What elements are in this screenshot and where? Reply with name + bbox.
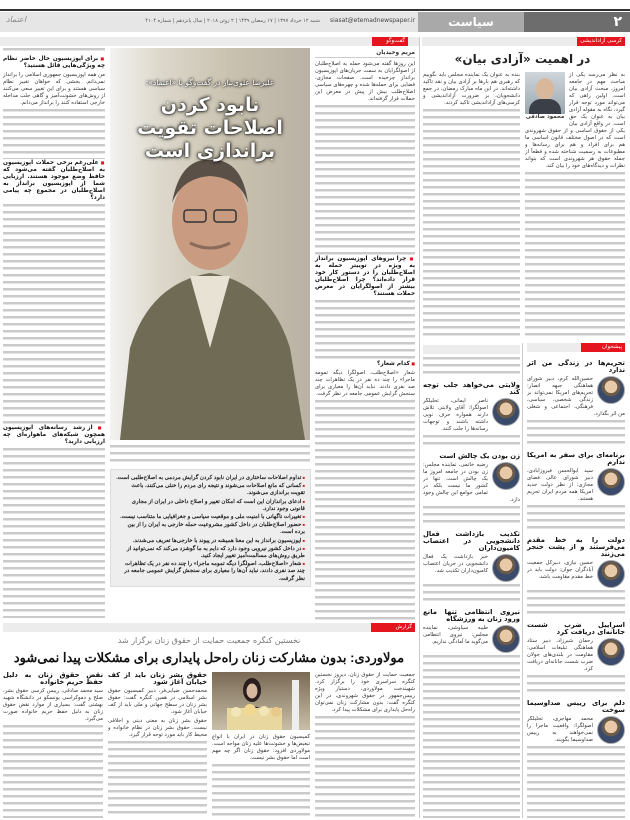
text-lines <box>423 506 520 527</box>
highlight-item: ■ اپوزیسیون برانداز به این معنا همیشه در پیوند با خارجی‌ها تعریف می‌شدند. <box>116 537 305 545</box>
page-number: ۲ <box>524 12 630 32</box>
report-kicker: نخستین کنگره جمعیت حمایت از حقوق زنان برگزار شد <box>117 636 301 645</box>
report-paragraph: سید محمد صادقی، رییس کرسی حقوق بشر، صلح و دموکراسی یونسکو در دانشگاه شهید بهشتی گفت: بسیاری از موارد نقض حقوق زنان به دلیل حفظ حریم خانواده صورت می‌گیرد. <box>3 688 103 722</box>
report-paragraph: جمعیت حمایت از حقوق زنان، دیروز نخستین کنگره سراسری خود را برگزار کرد. شهیندخت مولاوردی، دستیار ویژه رییس‌جمهور در حقوق شهروندی، در این کنگره گفت: بدون مشارکت زنان نمی‌توان راه‌حل پایداری برای مشکلات پیدا کرد. <box>315 672 415 713</box>
opinion-body-col-2 <box>423 72 520 340</box>
person-avatar <box>597 560 625 588</box>
text-lines <box>3 109 105 159</box>
text-lines <box>3 725 103 818</box>
report-column-1 <box>315 672 415 818</box>
text-lines <box>525 172 625 340</box>
pishkhan-title: نیروی انتظامی تنها مانع ورود زنان به ورزشگاه <box>423 608 520 623</box>
interview-column-1 <box>315 50 415 620</box>
section-divider-bar <box>423 345 520 354</box>
interview-question: ■ علی‌رغم برخی حملات اپوزیسیون به اصلاح‌طلبان گفته می‌شود که حافظ وضع موجود هستند. ارزیابی شما از اپوزیسیون برانداز به اصلاح‌طلبان در مجموع چه پیامی دارد؟ <box>3 159 105 202</box>
person-avatar <box>597 638 625 666</box>
pishkhan-body: حسین‌الله کرم، دبیر شورای هماهنگی جبهه انصار: تحریم‌های امریکا نمی‌تواند بر زندگی شخصی، سیاسی، فرهنگی، اجتماعی و شغلی من اثر بگذارد. <box>527 376 625 417</box>
column-divider <box>522 343 523 818</box>
text-lines <box>527 505 625 533</box>
report-paragraph: کمیسیون حقوق زنان در ایران با انواع تبعیض‌ها و خشونت‌ها علیه زنان مواجه است. مولاوردی افزود: حقوق زنان اگر چه مهم است اما حقوق بشر نیست. <box>212 734 310 761</box>
report-column-3 <box>108 672 207 818</box>
report-subheading: نقض حقوق زنان به دلیل حفظ حریم خانواده <box>3 671 103 686</box>
text-lines <box>315 716 415 818</box>
interview-question: ■ برای اپوزیسیون حال حاضر نظام چه ویژگی‌هایی قائل هستید؟ <box>3 55 105 70</box>
highlight-item: ■ تداوم اصلاحات ساختاری در ایران نابود کردن گرایش مردمی به اصلاح‌طلبی است. <box>116 474 305 482</box>
section-email[interactable]: siasat@etemadnewspaper.ir <box>330 17 416 24</box>
interview-answer: من همه اپوزیسیون جمهوری اسلامی را برانداز نمی‌دانم. بخشی که خواهان تغییر نظام سیاسی هستند و برای این تغییر سعی می‌کنند از روش‌های خشونت‌آمیز و گاهی جلب مداخله خارجی استفاده کنند را برانداز می‌دانم. <box>3 72 105 106</box>
report-column-2 <box>212 734 310 818</box>
author-name: محمود صادقی <box>525 114 565 120</box>
highlight-item: ■ شعار «اصلاح‌طلب، اصولگرا دیگه تمومه ماجرا» را چند ده نفر در یک تظاهرات چند صد نفری دادند، نباید آن‌ها را معیاری برای سنجش گرایش عمومی جامعه در نظر گرفت. <box>116 560 305 583</box>
interview-question: ■ کدام شعار؟ <box>315 360 415 368</box>
interview-author: مریم وحیدیان <box>315 50 415 58</box>
news-briefs-column <box>423 357 520 818</box>
highlight-item: ■ ادعای براندازان این است که امکان تغییر و اصلاح داخلی در ایران از مجاری قانونی وجود ندارد. <box>116 498 305 513</box>
text-lines <box>315 105 415 255</box>
highlight-item: ■ تغییرات ناگهانی با امنیت ملی و موقعیت سیاسی و جغرافیایی ما متناسب نیست. <box>116 513 305 521</box>
text-lines <box>212 764 310 818</box>
person-avatar <box>597 716 625 744</box>
interview-question: ■ چرا نیروهای اپوزیسیون برانداز به ویژه در توییتر حمله به اصلاح‌طلبان را در دستور کار خود قرار داده‌اند؟ چرا اصلاح‌طلبان بیشتر از اصولگرایان در معرض حملات هستند؟ <box>315 255 415 298</box>
opinion-paragraph-2: بنده به عنوان یک نماینده مجلس باید بگوییم که رهبری هم بارها بر آزادی بیان و نقد تاکید داشته‌اند. در این ماه مبارک رمضان، در جمع دانشجویان، بر ضرورت آزاداندیشی و کرسی‌های آزاداندیشی تاکید کردند. <box>423 72 520 106</box>
text-lines <box>527 746 625 818</box>
text-lines <box>423 655 520 818</box>
report-column-4 <box>3 672 103 818</box>
text-lines <box>3 48 105 55</box>
interview-intro: این روزها گفته می‌شود حمله به اصلاح‌طلبان از اصولگرایان به سمت جریان‌های اپوزیسیون برانداز چرخیده است. صفحات مجازی، فضایی برای حمله‌ها شده و چهره‌های سیاسی اصلاح‌طلب بیش از پیش در معرض این حملات قرار گرفته‌اند. <box>315 61 415 102</box>
opinion-label: کرسی آزاداندیشی <box>577 37 625 46</box>
person-avatar <box>597 376 625 404</box>
text-lines <box>110 445 310 466</box>
person-avatar <box>492 554 520 582</box>
brief-body: ناصر ایمانی، تحلیلگر اصولگرا: آقای ولایتی تلاش دارند همواره حرف نویی داشته باشند و توجهات رسانه‌ها را جلب کنند. <box>423 398 488 432</box>
interview-kicker: علیرضا علوی‌تبار در گفت‌وگو با «اعتماد»: <box>145 78 275 87</box>
brief-title: زن بودن یک چالش است <box>439 452 520 460</box>
person-avatar <box>492 398 520 426</box>
opinion-title: در اهمیت «آزادی بیان» <box>454 52 591 66</box>
text-lines <box>423 584 520 605</box>
pishkhan-title: دولت را به خط مقدم می‌فرستند و از پشت خنجر می‌زنند <box>527 536 625 558</box>
report-subheading: حقوق بشر زنان باید از کف خیابان آغاز شود <box>108 671 207 686</box>
brief-body: رضیه خاتمی، نماینده مجلس: زن بودن در جامعه امروز ما یک چالش است. تنها در کشور ما نیست بلکه در تمامی جوامع این چالش وجود دارد. <box>423 462 520 503</box>
author-photo <box>525 72 565 114</box>
pishkhan-title: دلم برای رییس صداوسیما سوخت <box>527 699 625 714</box>
pishkhan-body: طیبه سیاوشی، نماینده مجلس: نیروی انتظامی می‌گوید ما آمادگی نداریم. <box>423 625 488 645</box>
pishkhan-body: سید ابوالحسن فیروزآبادی، دبیر شورای عالی فضای مجازی: از نظر دولت جدید امریکا همه مردم ایران تحریم هستند. <box>527 468 593 502</box>
report-paragraph: حقوق بشر زنان به معنی دینی و اخلاقی نیست. حقوق بشر زنان در نظام خانواده و محیط کار باید مورد توجه قرار گیرد. <box>108 718 207 738</box>
person-avatar <box>492 462 520 490</box>
interview-section-bar <box>0 37 420 46</box>
text-lines <box>315 300 415 360</box>
issue-date: شنبه ۱۲ خرداد ۱۳۹۷ | ۱۷ رمضان ۱۴۳۹ | ۲ ژوئن ۲۰۱۸ | سال پانزدهم | شماره ۴۱۰۴ <box>145 18 320 24</box>
interview-headline: نابود کردن اصلاحات تقویت براندازی است <box>137 94 283 162</box>
brief-title: تکذیب بازداشت فعال دانشجویی در اعتصاب کامیون‌داران <box>423 530 520 552</box>
pishkhan-body: محمد مهاجری، تحلیلگر اصولگرا: واقعیت ماجرا را نمی‌خواهند به رییس صداوسیما بگویند. <box>527 716 593 743</box>
text-lines <box>315 400 415 620</box>
text-lines <box>423 435 520 449</box>
interview-column-left <box>3 48 105 618</box>
text-lines <box>527 675 625 696</box>
text-lines <box>423 109 520 340</box>
person-avatar <box>492 625 520 653</box>
section-title: سیاست <box>418 12 524 32</box>
pishkhan-title: برنامه‌ای برای سفر به امریکا ندارم <box>527 451 625 466</box>
report-photo <box>212 672 310 730</box>
newspaper-logo: اعتماد <box>6 15 27 24</box>
highlight-item: ■ در داخل کشور نیرویی وجود دارد که دایم به ما گوشزد می‌کند که نمی‌توانید از طریق روش‌های مسالمت‌آمیز تغییر ایجاد کنید. <box>116 545 305 560</box>
interview-question: ■ از رشد رسانه‌های اپوزیسیون همچون شبکه‌های ماهواره‌ای چه ارزیابی دارید؟ <box>3 424 105 446</box>
interview-label: گفت‌وگو <box>372 37 408 46</box>
report-paragraph: محمدحسن ضیایی‌فر، دبیر کمیسیون حقوق بشر اسلامی در همین کنگره گفت: حقوق بشر زنان در سطح جهانی و ملی باید از کف خیابان آغاز شود. <box>108 688 207 715</box>
highlight-item: ■ کسانی که مانع اصلاحات می‌شوند و نتیجه رای مردم را خنثی می‌کنند، باعث تقویت براندازی می‌شوند. <box>116 482 305 497</box>
brief-title: ولایتی می‌خواهد جلب توجه کند <box>423 381 520 396</box>
text-lines <box>108 741 207 818</box>
highlights-box <box>110 469 311 587</box>
interview-photo <box>110 48 310 440</box>
report-headline: مولاوردی: بدون مشارکت زنان راه‌حل پایداری برای مشکلات پیدا نمی‌شود <box>13 650 405 665</box>
brief-body: خبر بازداشت یک فعال دانشجویی در جریان اعتصاب کامیون‌داران تکذیب شد. <box>423 554 488 574</box>
pishkhan-title: تحریم‌ها در زندگی من اثر ندارد <box>527 359 625 374</box>
pishkhan-label: پیشخوان <box>581 343 625 352</box>
opinion-paragraph: به نظر می‌رسد یکی از مباحث مهم در جامعه امروز، مبحث آزادی بیان است. اولین راهی که می‌تواند مورد توجه قرار گیرد، نگاه به مقوله آزادی بیان به عنوان یک حق است. در واقع آزادی بیان یکی از حقوق اساسی و از حقوق شهروندی است که در اصول مختلف قانون اساسی ما هم برای افراد و هم برای رسانه‌ها و مطبوعات به رسمیت شناخته شده و قطعاً از جمله حقوق هر شهروندی است که بتواند نظرات و دیدگاه‌های خود را بیان کند. <box>525 72 625 169</box>
text-lines <box>3 204 105 424</box>
speaker-at-podium-illustration <box>212 672 310 730</box>
report-section-bar <box>3 623 415 632</box>
interview-lower-text <box>110 445 310 466</box>
report-label: گزارش <box>371 623 415 632</box>
person-avatar <box>597 468 625 496</box>
pishkhan-column <box>527 356 625 818</box>
top-rule <box>0 9 630 11</box>
text-lines <box>3 448 105 618</box>
pishkhan-body: رحمان شیرزاد، دبیر ستاد هماهنگی تبلیغات اسلامی: مقاومت در بلندی‌های جولان ضرب شست جانانه‌ای دریافت کرد. <box>527 638 593 672</box>
opinion-body-col-1 <box>525 72 625 340</box>
interview-answer: شعار «اصلاح‌طلب، اصولگرا دیگه تمومه ماجرا» را چند ده نفر در یک تظاهرات چند صد نفری دادند. نباید آن‌ها را معیاری برای سنجش گرایش عمومی جامعه در نظر گرفت. <box>315 370 415 397</box>
column-divider <box>419 37 420 818</box>
text-lines <box>527 420 625 448</box>
text-lines <box>423 357 520 378</box>
pishkhan-bar <box>527 343 581 352</box>
pishkhan-body: حسین نیازی، دبیرکل جمعیت آبادگران جوان: دولت باید در خط مقدم مقاومت باشد. <box>527 560 593 580</box>
pishkhan-title: اسراییل ضرب شست جانانه‌ای دریافت کرد <box>527 621 625 636</box>
text-lines <box>527 590 625 618</box>
highlight-item: ■ حضور اصلاح‌طلبان در داخل کشور مشروعیت حمله خارجی به ایران را از بین برده است. <box>116 521 305 536</box>
